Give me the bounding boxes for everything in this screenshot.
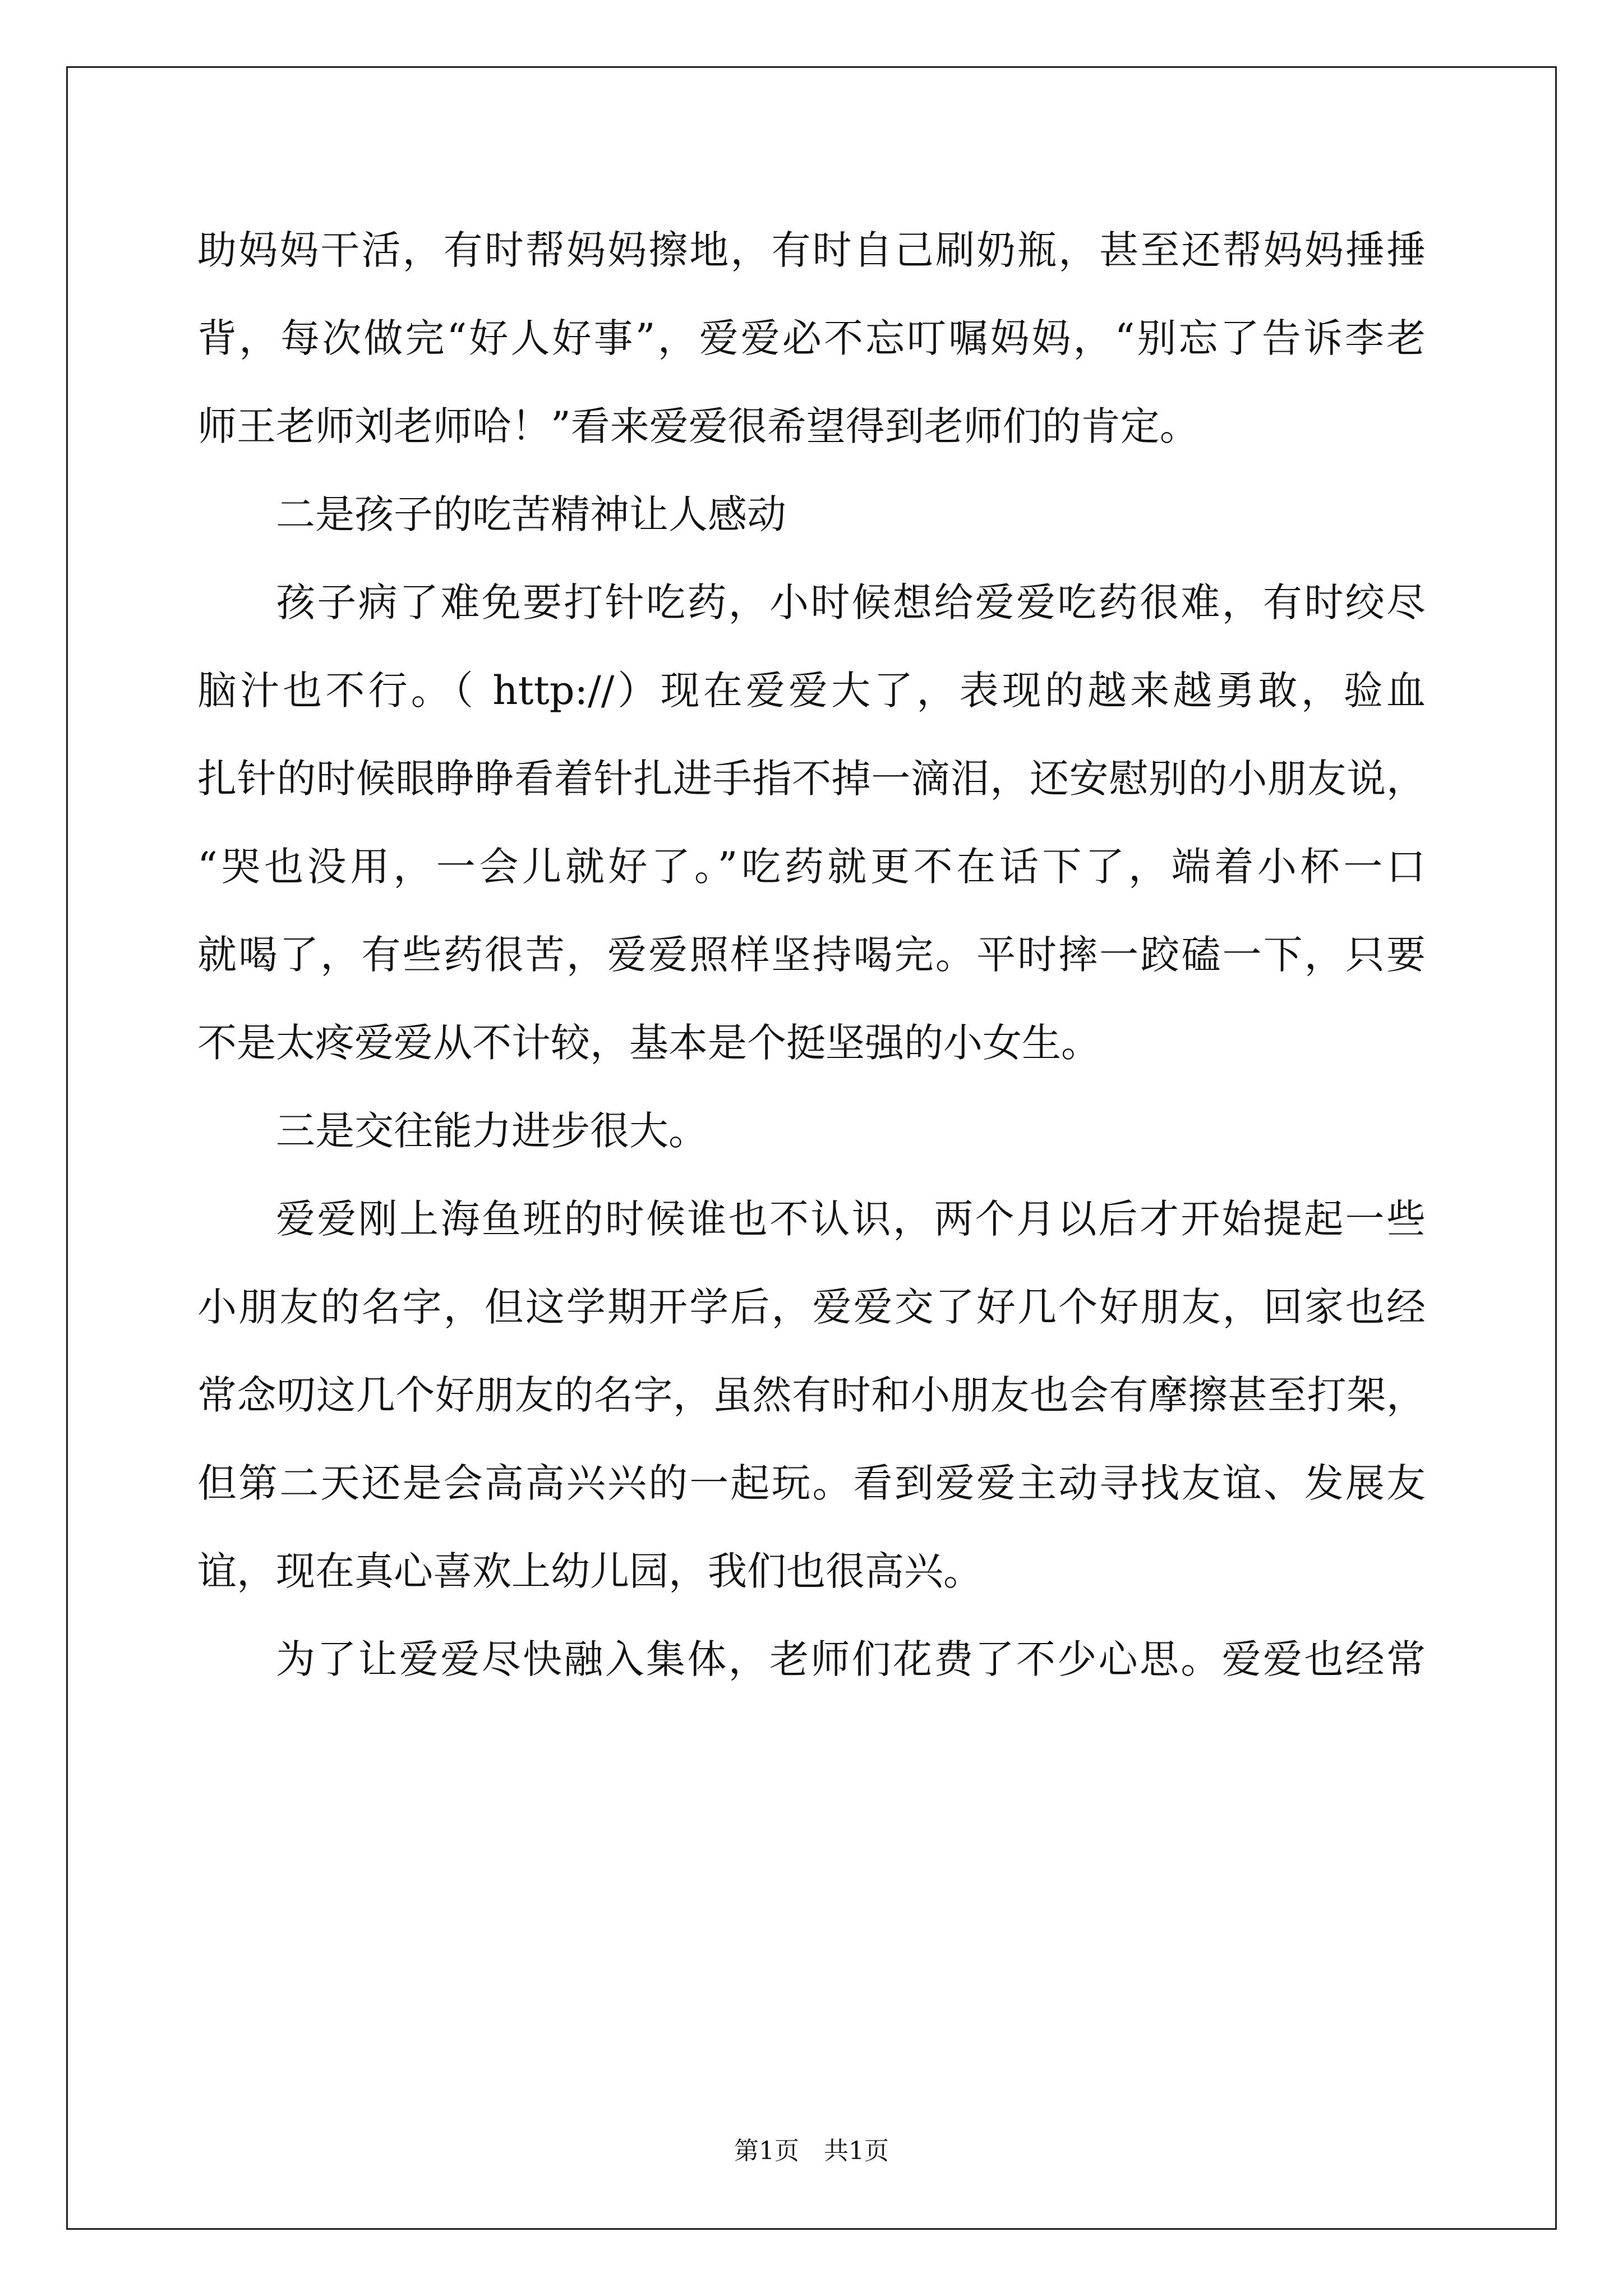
text-line: 为了让爱爱尽快融入集体，老师们花费了不少心思。爱爱也经常 — [276, 1636, 1426, 1682]
text-line: 谊，现在真心喜欢上幼儿园，我们也很高兴。 — [197, 1548, 983, 1594]
text-line: “哭也没用，一会儿就好了。”吃药就更不在话下了，端着小杯一口 — [197, 844, 1426, 890]
text-line: 师王老师刘老师哈！”看来爱爱很希望得到老师们的肯定。 — [197, 403, 1199, 449]
document-body — [197, 206, 1426, 1704]
section-heading: 二是孩子的吃苦精神让人感动 — [276, 491, 786, 537]
text-line: 不是太疼爱爱从不计较，基本是个挺坚强的小女生。 — [197, 1020, 1100, 1066]
text-line: 常念叨这几个好朋友的名字，虽然有时和小朋友也会有摩擦甚至打架， — [197, 1372, 1426, 1418]
text-line: 但第二天还是会高高兴兴的一起玩。看到爱爱主动寻找友谊、发展友 — [197, 1460, 1426, 1506]
text-line: 就喝了，有些药很苦，爱爱照样坚持喝完。平时摔一跤磕一下，只要 — [197, 932, 1426, 978]
section-heading: 三是交往能力进步很大。 — [276, 1108, 708, 1154]
text-line: 扎针的时候眼睁睁看着针扎进手指不掉一滴泪，还安慰别的小朋友说， — [197, 756, 1426, 802]
page-number-footer: 第1页 共1页 — [734, 2137, 889, 2165]
text-line: 脑汁也不行。（ http://）现在爱爱大了，表现的越来越勇敢，验血 — [197, 668, 1426, 714]
text-line: 爱爱刚上海鱼班的时候谁也不认识，两个月以后才开始提起一些 — [276, 1196, 1426, 1242]
text-line: 背，每次做完“好人好事”，爱爱必不忘叮嘱妈妈，“别忘了告诉李老 — [197, 315, 1426, 361]
text-line: 小朋友的名字，但这学期开学后，爱爱交了好几个好朋友，回家也经 — [197, 1284, 1426, 1330]
text-line: 助妈妈干活，有时帮妈妈擦地，有时自己刷奶瓶，甚至还帮妈妈捶捶 — [197, 227, 1426, 273]
text-line: 孩子病了难免要打针吃药，小时候想给爱爱吃药很难，有时绞尽 — [276, 579, 1426, 625]
